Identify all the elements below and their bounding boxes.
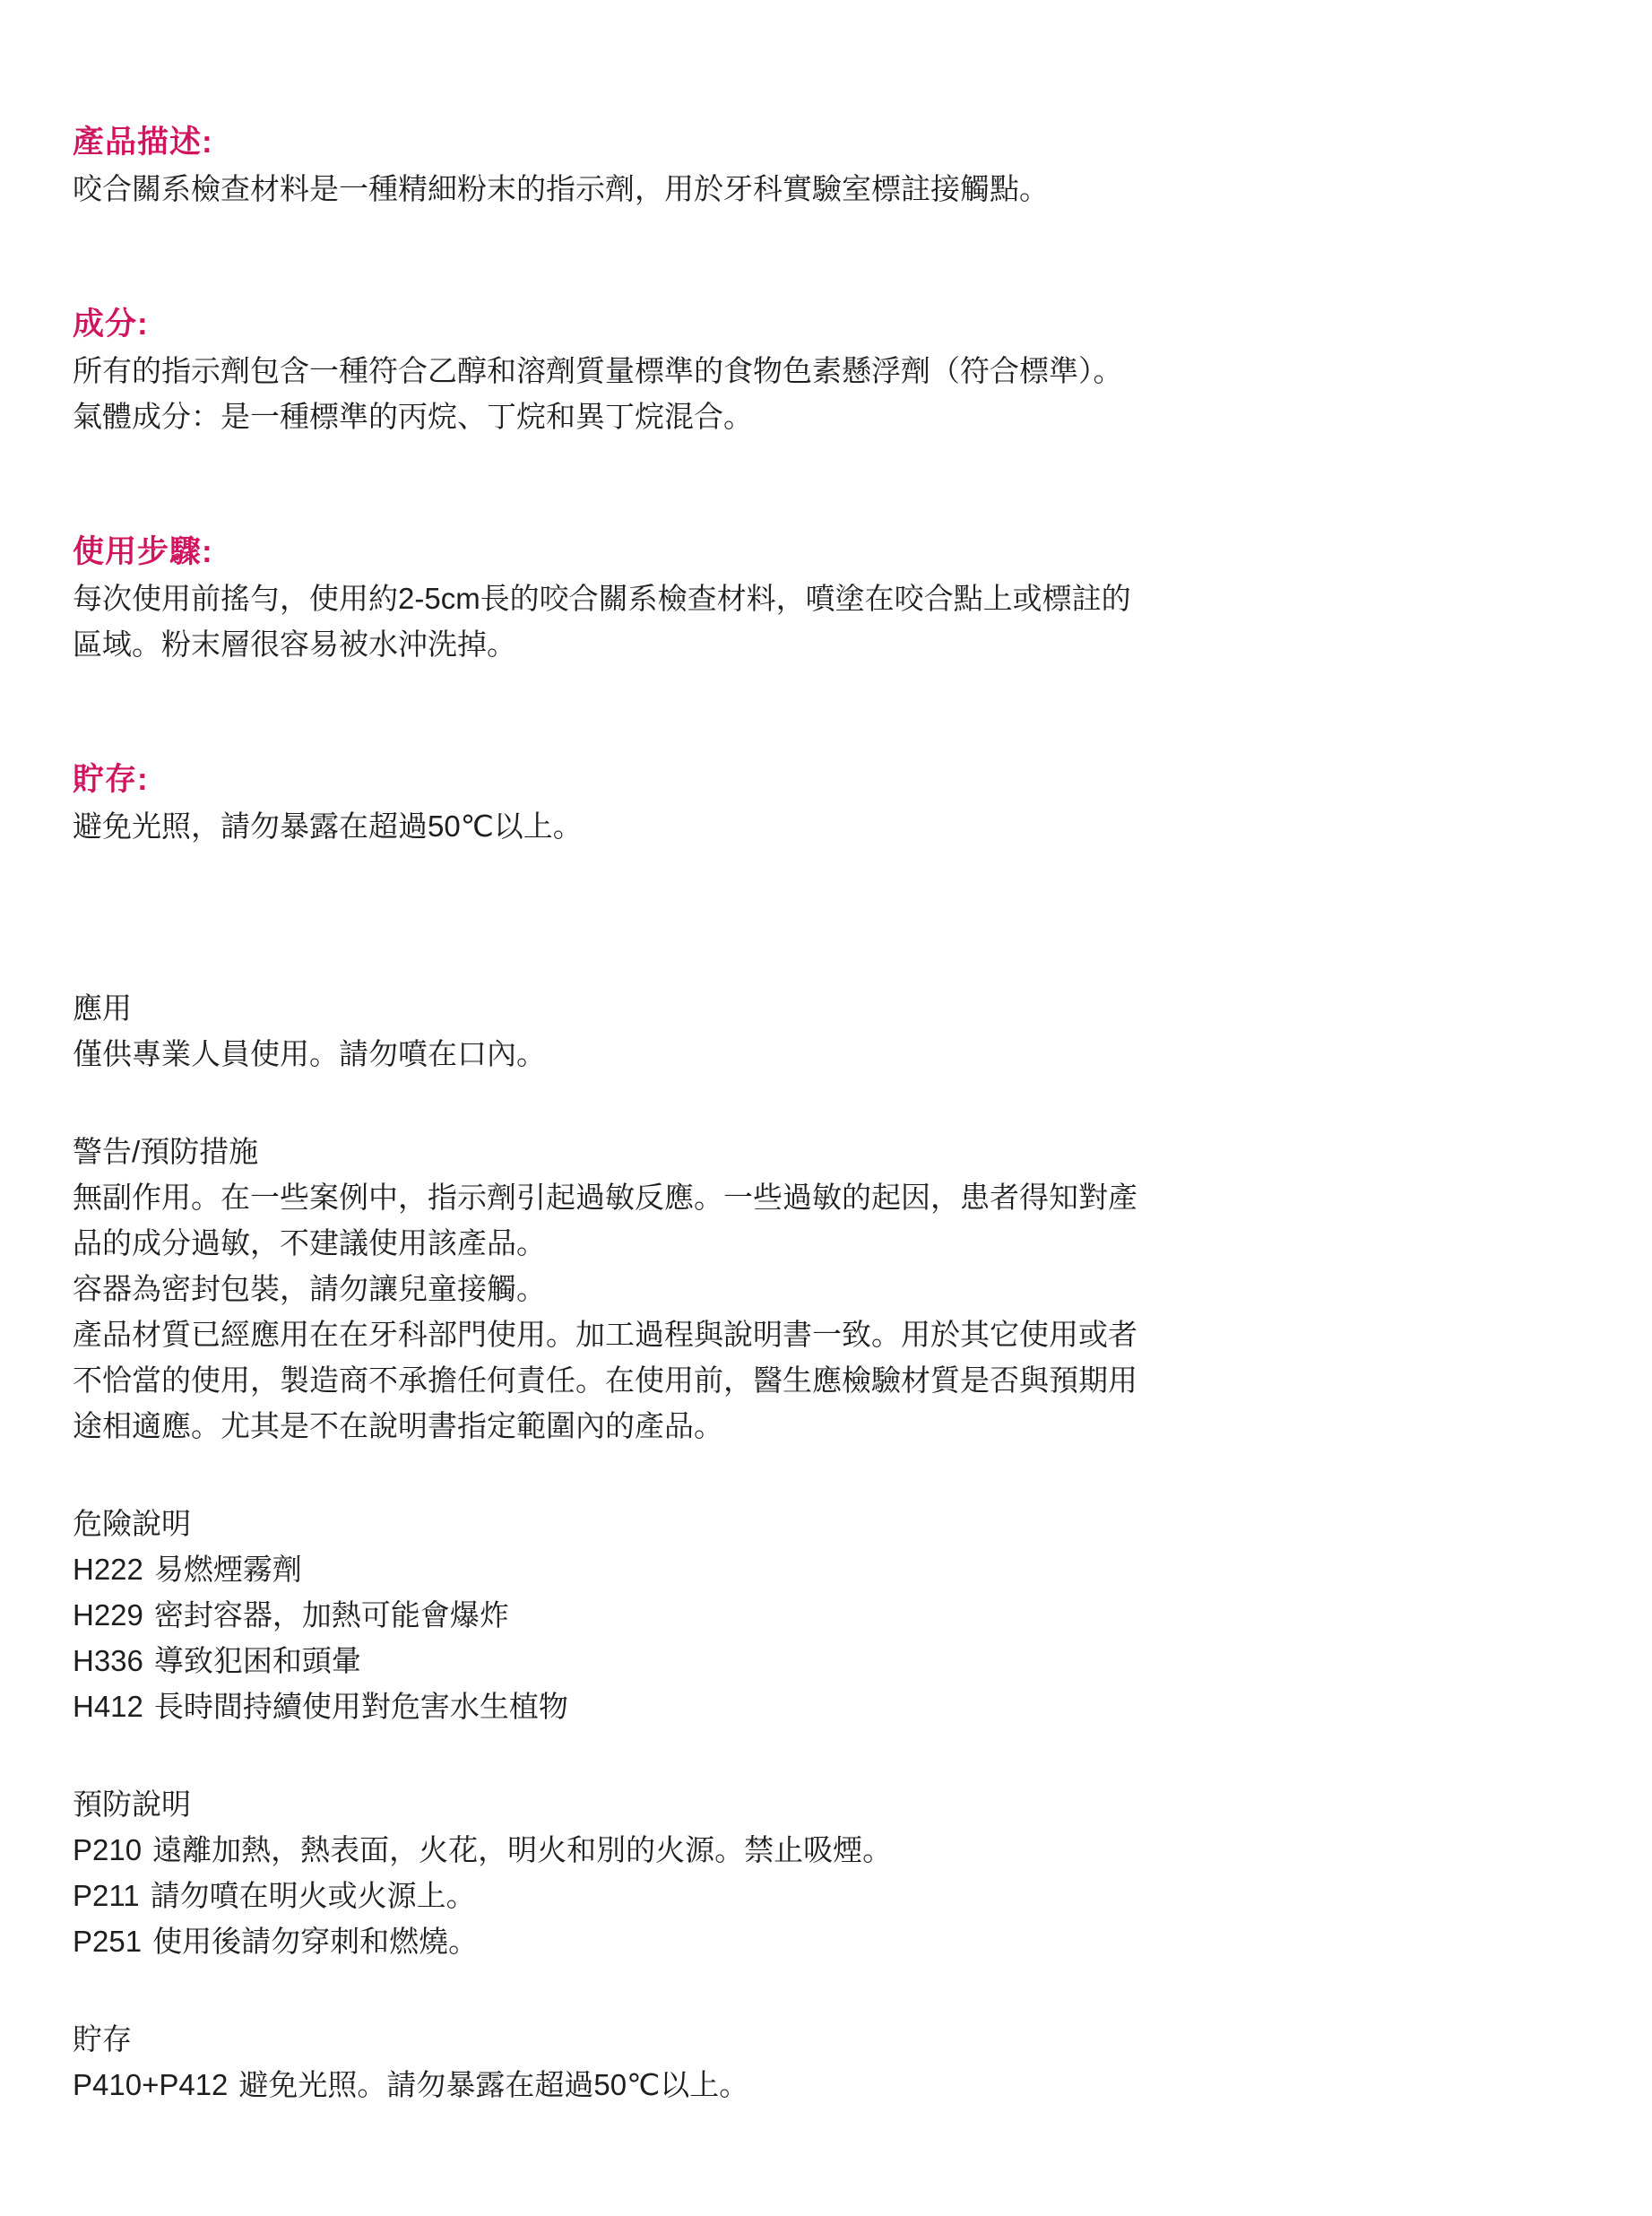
hazard-code: H336: [73, 1644, 143, 1677]
warnings-text-line: 容器為密封包裝，請勿讓兒童接觸。: [73, 1272, 546, 1305]
precaution-text: 遠離加熱，熱表面，火花，明火和別的火源。禁止吸煙。: [152, 1833, 893, 1866]
precautionary-statements-heading: 預防說明: [73, 1788, 191, 1821]
warnings-text-line: 途相適應。尤其是不在說明書指定範圍內的產品。: [73, 1409, 723, 1442]
storage-code: P410+P412: [73, 2068, 229, 2101]
storage-text: 避免光照。請勿暴露在超過50℃以上。: [238, 2068, 749, 2101]
hazard-code: H222: [73, 1553, 143, 1586]
usage-steps-heading: 使用步驟:: [73, 534, 213, 569]
hazard-statement-h222: [73, 1546, 1579, 1592]
warnings-text-line: 品的成分過敏，不建議使用該產品。: [73, 1226, 546, 1259]
precautionary-statement-p210: [73, 1827, 1579, 1873]
usage-steps-text-line: 每次使用前搖勻，使用約2-5cm長的咬合關系檢查材料，噴塗在咬合點上或標註的: [73, 582, 1131, 615]
storage-statement-p410-p412: [73, 2062, 1579, 2108]
composition-text-line: 氣體成分：是一種標準的丙烷、丁烷和異丁烷混合。: [73, 400, 753, 433]
section-application: [73, 985, 1579, 1077]
section-composition: [73, 301, 1579, 439]
storage-statements-heading: 貯存: [73, 2022, 132, 2056]
warnings-text-line: 不恰當的使用，製造商不承擔任何責任。在使用前，醫生應檢驗材質是否與預期用: [73, 1363, 1137, 1397]
precaution-code: P251: [73, 1925, 143, 1958]
warnings-text-line: 無副作用。在一些案例中，指示劑引起過敏反應。一些過敏的起因，患者得知對產: [73, 1181, 1137, 1214]
warnings-heading: 警告/預防措施: [73, 1135, 259, 1168]
application-text: 僅供專業人員使用。請勿噴在口內。: [73, 1037, 546, 1070]
hazard-text: 長時間持續使用對危害水生植物: [153, 1690, 568, 1723]
hazard-statement-h229: [73, 1592, 1579, 1638]
section-warnings: [73, 1129, 1579, 1449]
precaution-code: P210: [73, 1833, 143, 1866]
section-hazard-statements: [73, 1501, 1579, 1729]
usage-steps-text-line: 區域。粉末層很容易被水沖洗掉。: [73, 628, 516, 661]
composition-heading: 成分:: [73, 307, 149, 342]
warnings-text-line: 產品材質已經應用在在牙科部門使用。加工過程與說明書一致。用於其它使用或者: [73, 1318, 1137, 1351]
precautionary-statement-p211: [73, 1873, 1579, 1918]
hazard-code: H412: [73, 1690, 143, 1723]
hazard-text: 導致犯困和頭暈: [153, 1644, 361, 1677]
hazard-statement-h336: [73, 1638, 1579, 1684]
precautionary-statement-p251: [73, 1918, 1579, 1964]
hazard-text: 易燃煙霧劑: [153, 1553, 302, 1586]
application-heading: 應用: [73, 991, 132, 1025]
hazard-code: H229: [73, 1598, 143, 1632]
section-precautionary-statements: [73, 1781, 1579, 1964]
hazard-statement-h412: [73, 1684, 1579, 1729]
hazard-text: 密封容器，加熱可能會爆炸: [153, 1598, 509, 1632]
section-storage: [73, 757, 1579, 849]
storage-heading: 貯存:: [73, 762, 149, 797]
precaution-text: 使用後請勿穿刺和燃燒。: [152, 1925, 479, 1958]
precaution-text: 請勿噴在明火或火源上。: [150, 1879, 476, 1912]
section-usage-steps: [73, 529, 1579, 667]
storage-text: 避免光照，請勿暴露在超過50℃以上。: [73, 809, 583, 843]
hazard-statements-heading: 危險說明: [73, 1507, 191, 1540]
section-product-description: [73, 119, 1579, 212]
section-storage-statements: [73, 2016, 1579, 2108]
precaution-code: P211: [73, 1879, 140, 1912]
product-description-heading: 產品描述:: [73, 125, 213, 160]
composition-text-line: 所有的指示劑包含一種符合乙醇和溶劑質量標準的食物色素懸浮劑（符合標準）。: [73, 354, 1123, 387]
product-description-text: 咬合關系檢查材料是一種精細粉末的指示劑，用於牙科實驗室標註接觸點。: [73, 172, 1049, 205]
